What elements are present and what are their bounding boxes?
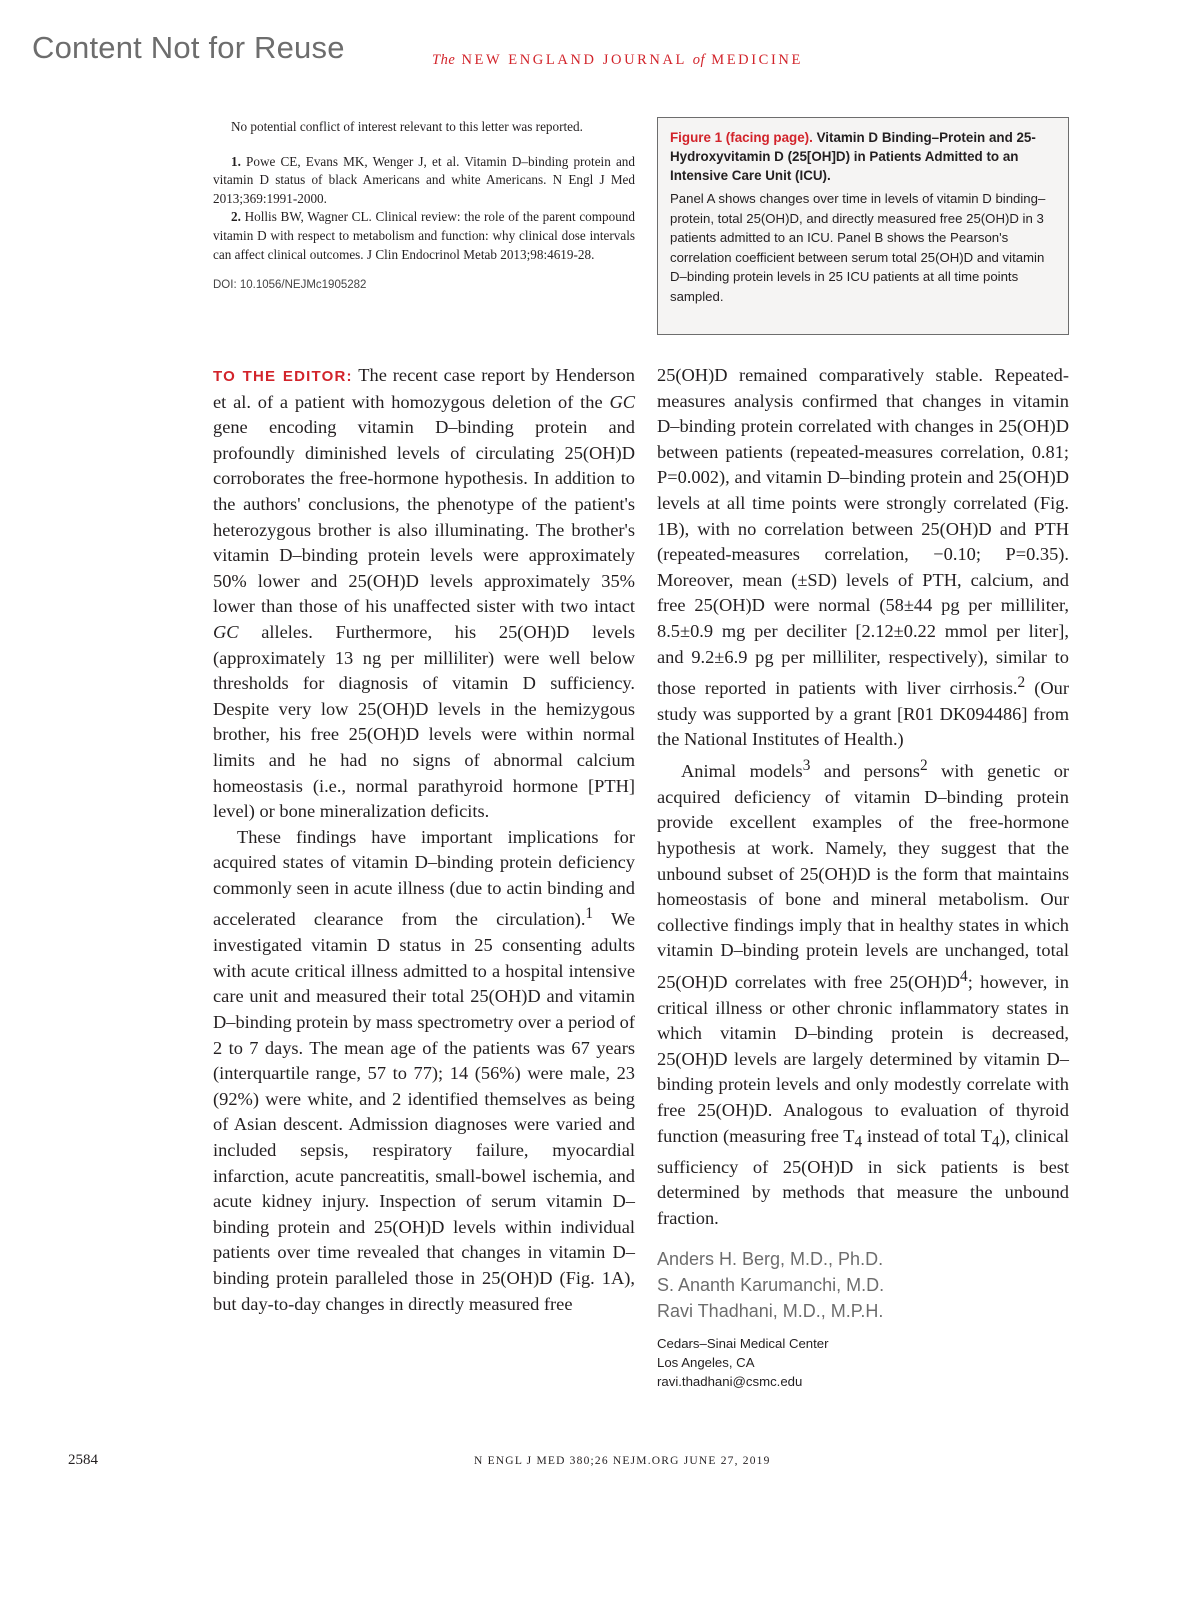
citation-superscript: 3 (802, 757, 811, 775)
reference-item (213, 153, 635, 209)
affiliation-line: Cedars–Sinai Medical Center (657, 1335, 829, 1351)
text-run: ; however, in critical illness or other chronic inflammatory states in which vitamin D–binding protein is decreased, 25(OH)D levels are largely determined by vitamin D–binding protein levels and only modestly correlate with free 25(OH)D. Analogous to evaluation of thyroid function (measuring free T (657, 972, 1069, 1146)
figure-caption-box (657, 117, 1069, 335)
page-footer: N ENGL J MED 380;26 NEJM.ORG JUNE 27, 2019 (474, 1455, 771, 1467)
subscript: 4 (991, 1133, 1000, 1151)
author-email[interactable]: ravi.thadhani@csmc.edu (657, 1373, 803, 1389)
text-run: instead of total T (862, 1125, 992, 1146)
journal-masthead (432, 52, 803, 69)
letter-paragraph (213, 363, 635, 825)
reference-number: 1. (231, 153, 241, 169)
caption-title (670, 128, 1056, 185)
masthead-of: of (692, 52, 705, 68)
citation-superscript: 1 (585, 905, 594, 923)
text-run: alleles. Furthermore, his 25(OH)D levels (approximately 13 ng per milliliter) were well below thresholds for diagnosis of vitamin D sufficiency. Despite very low 25(OH)D levels in the hemizygous brother, his free 25(OH)D levels were within normal limits and he had no signs of abnormal calcium homeostasis (i.e., normal parathyroid hormone [PTH] level) or bone mineralization deficits. (213, 621, 635, 822)
text-run: (Our study was supported by a grant [R01 DK094486] from the National Institutes of Health.) (657, 678, 1069, 750)
author-name: S. Ananth Karumanchi, M.D. (657, 1274, 885, 1295)
text-run: gene encoding vitamin D–binding protein and profoundly diminished levels of circulating 25(OH)D corroborates the free-hormone hypothesis. In addition to the authors' conclusions, the phenotype of the patient's heterozygous brother is also illuminating. The brother's vitamin D–binding protein levels were approximately 50% lower and 25(OH)D levels approximately 35% lower than those of his unaffected sister with two intact (213, 417, 635, 617)
letter-paragraph (657, 363, 1069, 753)
letter-column-right (657, 363, 1069, 1391)
masthead-the: The (432, 52, 456, 68)
gene-name: GC (213, 621, 239, 642)
text-run: and persons (810, 761, 920, 782)
masthead-part2: MEDICINE (711, 52, 803, 68)
letter-column-left (213, 363, 635, 1317)
caption-heading: Vitamin D Binding–Protein and 25-Hydroxyvitamin D (25[OH]D) in Patients Admitted to an Intensive Care Unit (ICU). (670, 130, 1036, 183)
reference-item (213, 208, 635, 264)
gene-name: GC (609, 391, 635, 412)
citation-superscript: 2 (1017, 674, 1026, 692)
affiliation-line: Los Angeles, CA (657, 1354, 755, 1370)
reference-list (213, 153, 635, 265)
prior-letter-end (213, 118, 635, 295)
page-number: 2584 (68, 1452, 98, 1468)
author-list (657, 1246, 1069, 1324)
author-name: Anders H. Berg, M.D., Ph.D. (657, 1248, 884, 1269)
text-run: ), clinical sufficiency of 25(OH)D in sick patients is best determined by methods that measure the unbound fraction. (657, 1125, 1069, 1229)
caption-label: Figure 1 (facing page). (670, 130, 813, 145)
watermark-text: Content Not for Reuse (32, 30, 345, 65)
text-run: These findings have important implications for acquired states of vitamin D–binding protein deficiency commonly seen in acute illness (due to actin binding and accelerated clearance from the circulation). (213, 826, 635, 930)
doi-text: DOI: 10.1056/NEJMc1905282 (213, 279, 367, 292)
conflict-statement: No potential conflict of interest relevant to this letter was reported. (231, 119, 583, 134)
letter-paragraph (657, 753, 1069, 1232)
text-run: Animal models (681, 761, 803, 782)
text-run: with genetic or acquired deficiency of vitamin D–binding protein provide excellent examples of the free-hormone hypothesis at work. Namely, they suggest that the unbound subset of 25(OH)D is the form that maintains homeostasis of bone and mineral metabolism. Our collective findings imply that in healthy states in which vitamin D–binding protein levels are unchanged, total 25(OH)D correlates with free 25(OH)D (657, 761, 1070, 993)
masthead-part1: NEW ENGLAND JOURNAL (461, 52, 687, 68)
text-run: The recent case report by Henderson et al. of a patient with homozygous deletion of the (213, 365, 635, 412)
letter-paragraph (213, 825, 635, 1317)
subscript: 4 (854, 1133, 863, 1151)
citation-superscript: 2 (919, 757, 928, 775)
text-run: 25(OH)D remained comparatively stable. Repeated-measures analysis confirmed that changes in vitamin D–binding protein correlated with changes in 25(OH)D between patients (repeated-measures correlation, 0.81; P=0.002), and vitamin D–binding protein and 25(OH)D levels at all time points were strongly correlated (Fig. 1B), with no correlation between 25(OH)D and PTH (repeated-measures correlation, −0.10; P=0.35). Moreover, mean (±SD) levels of PTH, calcium, and free 25(OH)D were normal (58±44 pg per milliliter, 8.5±0.9 mg per deciliter [2.12±0.22 mmol per liter], and 9.2±6.9 pg per milliliter, respectively), similar to those reported in patients with liver cirrhosis. (657, 365, 1069, 699)
text-run: We investigated vitamin D status in 25 consenting adults with acute critical illness admitted to a hospital intensive care unit and measured their total 25(OH)D and vitamin D–binding protein by mass spectrometry over a period of 2 to 7 days. The mean age of the patients was 67 years (interquartile range, 57 to 77); 14 (56%) were male, 23 (92%) were white, and 2 identified themselves as being of Asian descent. Admission diagnoses were varied and included sepsis, respiratory failure, myocardial infarction, acute pancreatitis, small-bowel ischemia, and acute kidney injury. Inspection of serum vitamin D–binding protein and 25(OH)D levels within individual patients over time revealed that changes in vitamin D–binding protein paralleled those in 25(OH)D (Fig. 1A), but day-to-day changes in directly measured free (213, 909, 635, 1314)
editor-label: TO THE EDITOR: (213, 368, 353, 385)
citation-superscript: 4 (960, 967, 968, 985)
affiliation-block (657, 1334, 1069, 1391)
reference-text: Powe CE, Evans MK, Wenger J, et al. Vitamin D–binding protein and vitamin D status of black Americans and white Americans. N Engl J Med 2013;369:1991-2000. (213, 153, 635, 206)
reference-number: 2. (231, 209, 241, 225)
author-name: Ravi Thadhani, M.D., M.P.H. (657, 1300, 884, 1321)
caption-body: Panel A shows changes over time in levels of vitamin D binding–protein, total 25(OH)D, and directly measured free 25(OH)D in 3 patients admitted to an ICU. Panel B shows the Pearson's correlation coefficient between serum total 25(OH)D and vitamin D–binding protein levels in 25 ICU patients at all time points sampled. (670, 191, 1046, 304)
reference-text: Hollis BW, Wagner CL. Clinical review: the role of the parent compound vitamin D with respect to metabolism and function: why clinical dose intervals can affect clinical outcomes. J Clin Endocrinol Metab 2013;98:4619-28. (213, 209, 635, 262)
